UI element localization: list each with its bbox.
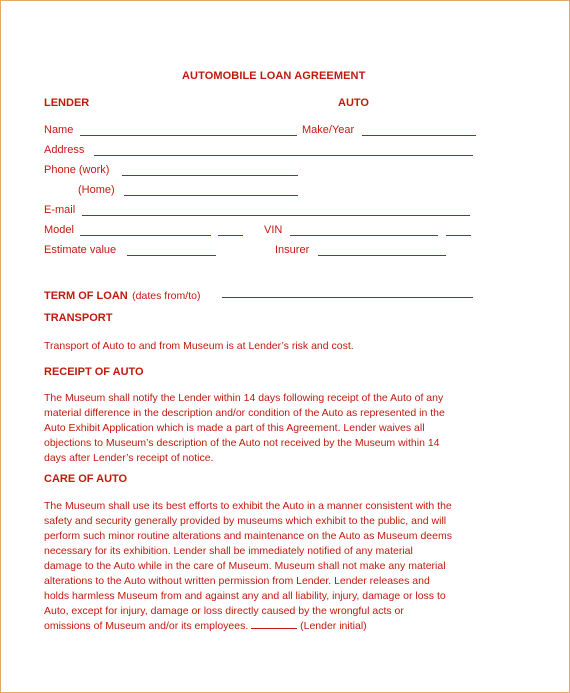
term-of-loan-heading: TERM OF LOAN [44, 290, 128, 302]
address-label: Address [44, 144, 85, 156]
name-field[interactable] [80, 135, 297, 136]
make-year-field[interactable] [362, 135, 476, 136]
vin-label: VIN [264, 224, 283, 236]
care-last-line-text: omissions of Museum and/or its employees. [44, 620, 249, 632]
receipt-line: material difference in the description and/or condition of the Auto as represented in the [44, 407, 445, 419]
insurer-field[interactable] [318, 255, 446, 256]
phone-home-field[interactable] [124, 195, 298, 196]
care-line: safety and security generally provided by museums which exhibit to the public, and will [44, 515, 447, 527]
lender-heading: LENDER [44, 97, 90, 109]
vin-field[interactable] [290, 235, 438, 236]
phone-home-label: (Home) [78, 184, 115, 196]
receipt-paragraph [44, 391, 534, 466]
make-year-label: Make/Year [302, 124, 355, 136]
estimate-value-label: Estimate value [44, 244, 117, 256]
care-line: perform such minor routine alterations and maintenance on the Auto as Museum deems [44, 530, 452, 542]
model-field[interactable] [80, 235, 211, 236]
auto-heading: AUTO [338, 97, 369, 109]
model-label: Model [44, 224, 74, 236]
care-line: The Museum shall use its best efforts to exhibit the Auto in a manner consistent with the [44, 500, 452, 512]
estimate-value-field[interactable] [127, 255, 216, 256]
document-title: AUTOMOBILE LOAN AGREEMENT [182, 70, 366, 82]
term-of-loan-row [44, 286, 200, 304]
transport-line: Transport of Auto to and from Museum is at Lender’s risk and cost. [44, 340, 354, 352]
address-field[interactable] [94, 155, 473, 156]
care-paragraph [44, 499, 534, 634]
name-label: Name [44, 124, 74, 136]
care-line: necessary for its exhibition. Lender shall be immediately notified of any material [44, 545, 413, 557]
phone-work-field[interactable] [122, 175, 298, 176]
receipt-line: The Museum shall notify the Lender within 14 days following receipt of the Auto of any [44, 392, 444, 404]
email-field[interactable] [82, 215, 470, 216]
vin-field-extension[interactable] [446, 235, 471, 236]
phone-work-label: Phone (work) [44, 164, 110, 176]
receipt-line: objections to Museum’s description of the Auto not received by the Museum within 14 [44, 437, 440, 449]
term-of-loan-note: (dates from/to) [132, 290, 201, 302]
insurer-label: Insurer [275, 244, 310, 256]
care-line: holds harmless Museum from and against any and all liability, injury, damage or loss to [44, 590, 446, 602]
care-line: alterations to the Auto without written permission from Lender. Lender releases and [44, 575, 430, 587]
receipt-heading: RECEIPT OF AUTO [44, 366, 144, 378]
email-label: E-mail [44, 204, 76, 216]
transport-heading: TRANSPORT [44, 312, 113, 324]
lender-initial-field[interactable] [251, 619, 297, 629]
receipt-line: Auto Exhibit Application which is made a part of this Agreement. Lender waives all [44, 422, 425, 434]
model-field-extension[interactable] [218, 235, 243, 236]
care-heading: CARE OF AUTO [44, 473, 128, 485]
lender-initial-label: (Lender initial) [300, 620, 367, 632]
care-last-line [44, 619, 534, 634]
care-line: Auto, except for injury, damage or loss directly caused by the wrongful acts or [44, 605, 404, 617]
care-line: damage to the Auto while in the care of Museum. Museum shall not make any material [44, 560, 446, 572]
term-of-loan-field[interactable] [222, 297, 473, 298]
transport-paragraph [44, 339, 534, 354]
receipt-line: days after Lender’s receipt of notice. [44, 452, 214, 464]
